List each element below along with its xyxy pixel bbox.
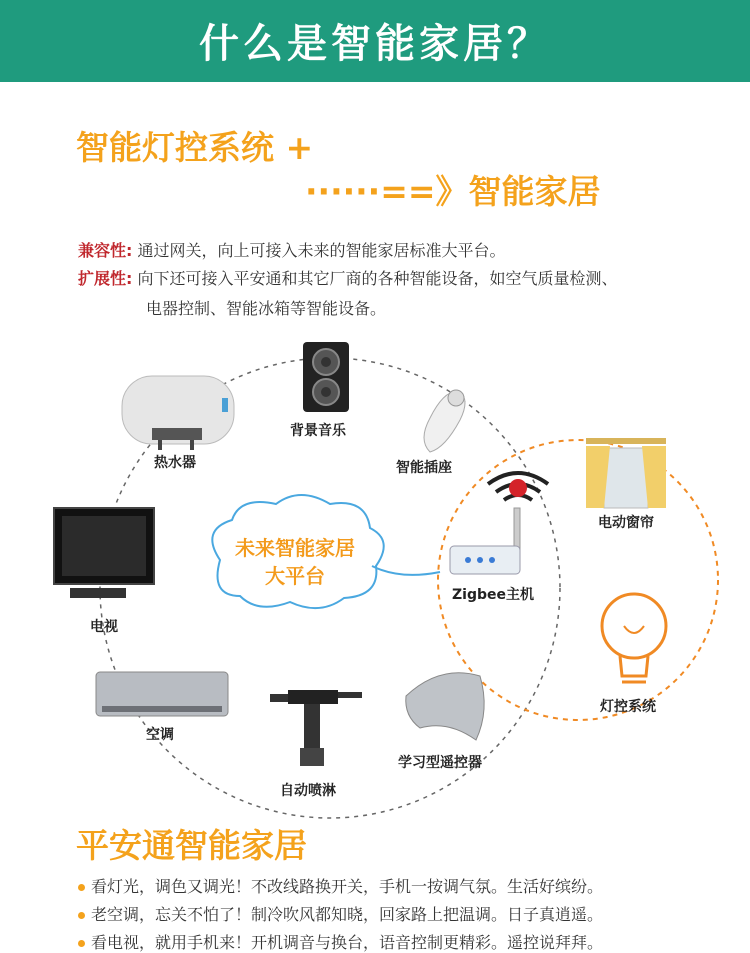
expand-text-2: 电器控制、智能冰箱等智能设备。 <box>146 299 387 318</box>
intro-line-2: ······==》智能家居 <box>305 172 601 211</box>
page-title: 什么是智能家居？ <box>199 21 551 67</box>
bullet-item <box>78 874 603 897</box>
bullet-item <box>78 902 603 925</box>
sprinkler-icon <box>270 690 362 766</box>
bullet-text: 看电视，就用手机来！开机调音与换台，语音控制更精彩。遥控说拜拜。 <box>91 933 604 952</box>
light-bulb-icon <box>602 594 666 682</box>
zigbee-logo-icon <box>509 479 527 497</box>
bullet-text: 看灯光，调色又调光！不改线路换开关，手机一按调气氛。生活好缤纷。 <box>91 877 604 896</box>
speaker-label: 背景音乐 <box>290 423 346 439</box>
lighting-label: 灯控系统 <box>600 699 656 715</box>
section2-title: 平安通智能家居 <box>76 826 307 865</box>
cloud-label <box>215 534 375 590</box>
cloud-line-1: 未来智能家居 <box>235 536 355 560</box>
smart-socket-icon <box>424 390 465 452</box>
bullet-text: 老空调，忘关不怕了！制冷吹风都知晓，回家路上把温调。日子真逍遥。 <box>91 905 604 924</box>
bullet-dot-icon <box>78 884 85 891</box>
compat-text: 通过网关，向上可接入未来的智能家居标准大平台。 <box>137 241 506 260</box>
expand-text-1: 向下还可接入平安通和其它厂商的各种智能设备，如空气质量检测、 <box>137 269 618 288</box>
curtain-icon <box>586 438 666 508</box>
ac-label: 空调 <box>146 727 174 743</box>
expand-label: 扩展性: <box>78 269 133 288</box>
tv-label: 电视 <box>90 619 118 635</box>
bullet-item <box>78 930 603 953</box>
water-heater-icon <box>122 376 234 450</box>
bullet-dot-icon <box>78 912 85 919</box>
intro-line-1: 智能灯控系统 + <box>76 128 314 167</box>
remote-icon <box>406 673 484 740</box>
zigbee-host-label: Zigbee主机 <box>452 587 534 603</box>
compat-label: 兼容性: <box>78 241 133 260</box>
sprinkler-label: 自动喷淋 <box>280 783 336 799</box>
cloud-line-2: 大平台 <box>265 564 325 588</box>
tv-icon <box>54 508 154 598</box>
ac-icon <box>96 672 228 716</box>
smart-socket-label: 智能插座 <box>396 460 452 476</box>
remote-label: 学习型遥控器 <box>398 755 482 771</box>
water-heater-label: 热水器 <box>154 455 196 471</box>
zigbee-host-icon <box>450 508 520 574</box>
speaker-icon <box>303 342 349 412</box>
bullet-dot-icon <box>78 940 85 947</box>
curtain-label: 电动窗帘 <box>598 515 654 531</box>
